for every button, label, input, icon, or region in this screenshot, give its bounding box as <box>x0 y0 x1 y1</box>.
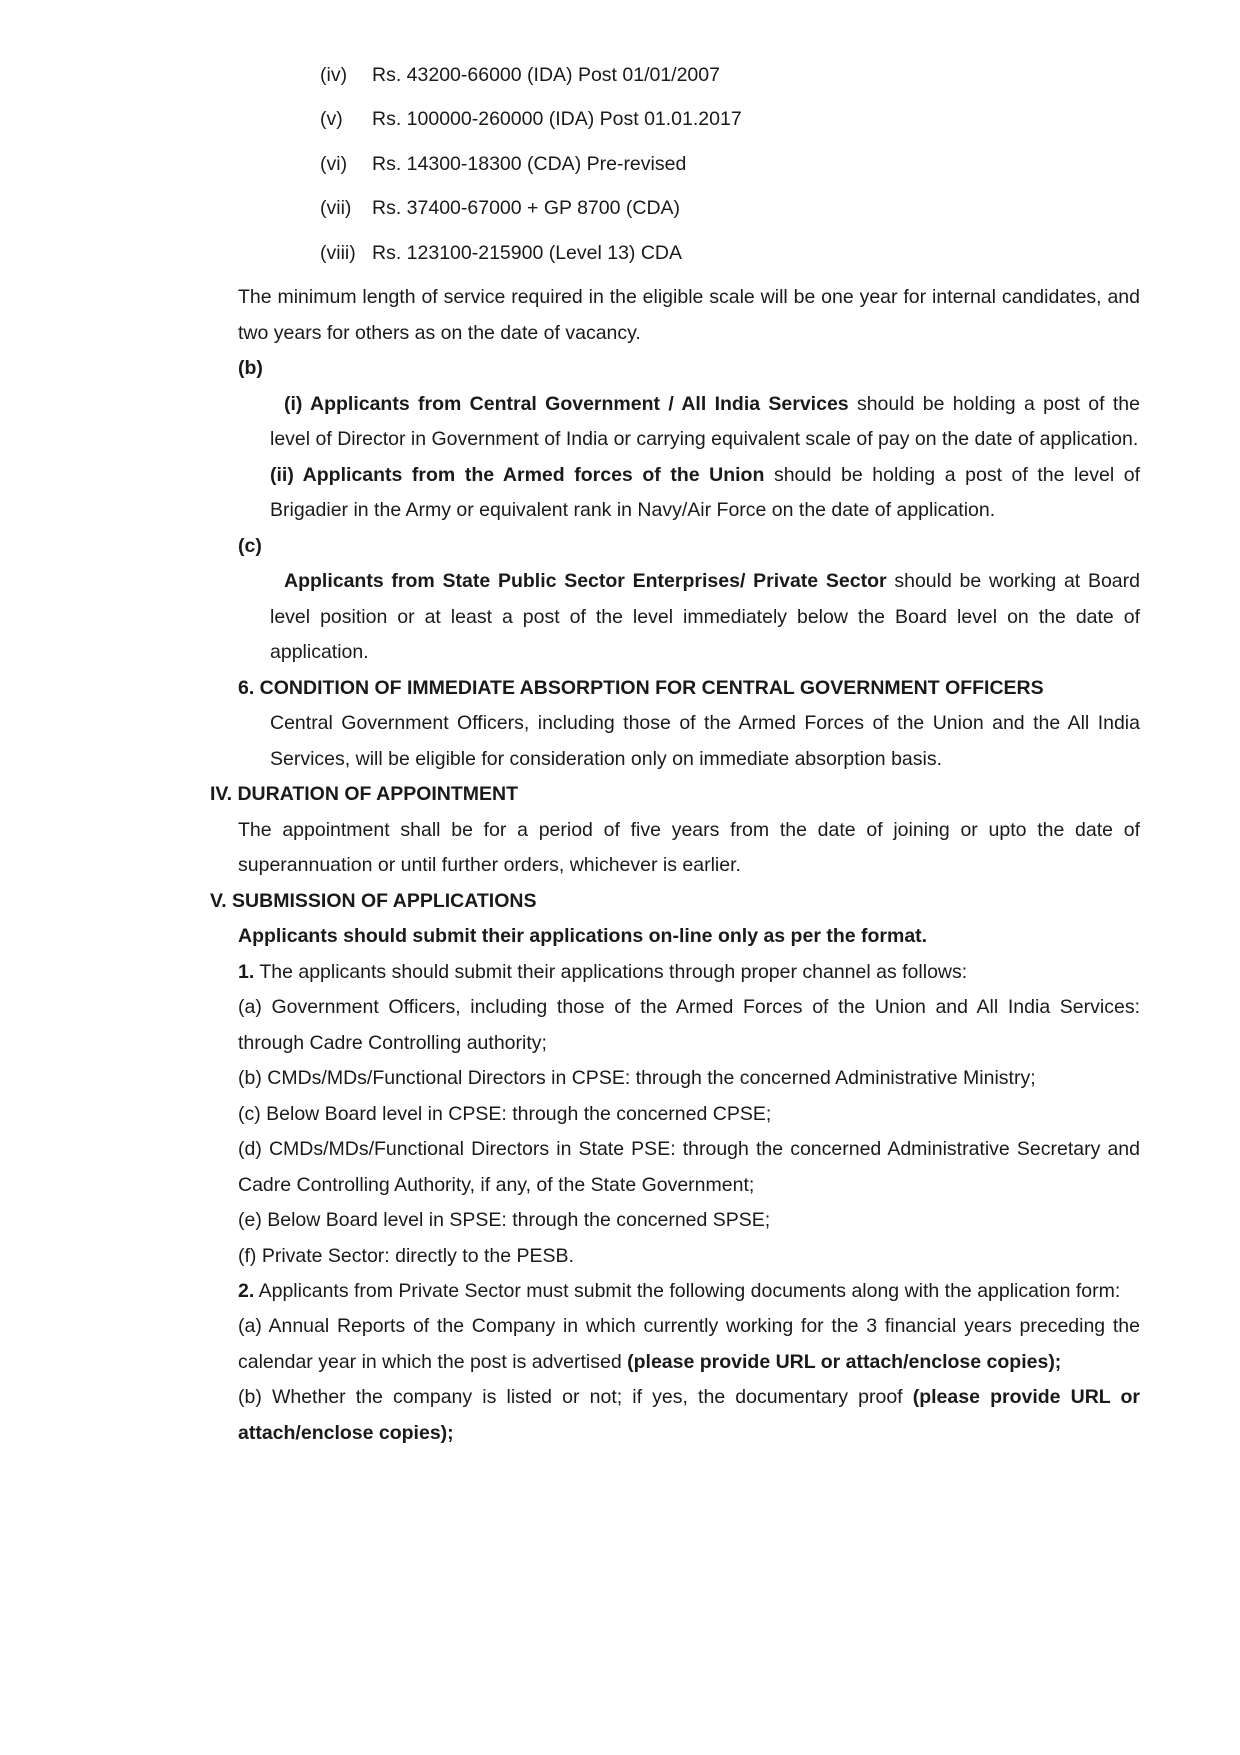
section-6-heading: 6. CONDITION OF IMMEDIATE ABSORPTION FOR CENTRAL GOVERNMENT OFFICERS <box>238 676 1044 699</box>
section-6-body: Central Government Officers, including those of the Armed Forces of the Union and the All India Services, will be eligible for consideration only on immediate absorption basis. <box>270 712 1140 770</box>
list-item-label: Rs. 14300-18300 (CDA) Pre-revised <box>372 152 687 175</box>
list-item-label: Rs. 43200-66000 (IDA) Post 01/01/2007 <box>372 64 720 86</box>
channel-item-c: (c) Below Board level in CPSE: through the concerned CPSE; <box>238 1102 772 1125</box>
channel-item-e: (e) Below Board level in SPSE: through the concerned SPSE; <box>238 1209 771 1232</box>
clause-b-ii-rest: should be holding a post of the level of Brigadier in the Army or equivalent rank in Navy/Air Force on the date of application. <box>270 463 1140 522</box>
channel-item-b: (b) CMDs/MDs/Functional Directors in CPSE: through the concerned Administrative Ministry; <box>238 1067 1036 1090</box>
section-v-bold-note: Applicants should submit their applications on-line only as per the format. <box>238 925 928 948</box>
list-item <box>320 147 1140 182</box>
section-iv-heading: IV. DURATION OF APPOINTMENT <box>210 783 519 806</box>
clause-c-rest: should be working at Board level position or at least a post of the level immediately below the Board level on the date of application. <box>270 570 1140 664</box>
clause-c-body <box>270 564 1140 670</box>
list-item-label: Rs. 123100-215900 (Level 13) CDA <box>372 241 683 264</box>
clause-b-ii <box>270 458 1140 529</box>
clause-b-ii-bold: (ii) Applicants from the Armed forces of the Union <box>270 463 765 486</box>
list-item <box>320 102 1140 137</box>
clause-b-label: (b) <box>238 357 263 380</box>
minimum-service-note: The minimum length of service required in the eligible scale will be one year for internal candidates, and two years for others as on the date of vacancy. <box>238 286 1140 344</box>
item-2 <box>238 1274 1140 1309</box>
document-requirement-b-bold: (please provide URL or attach/enclose copies); <box>238 1386 1140 1444</box>
item-1-number: 1. <box>238 960 255 983</box>
clause-b-i <box>270 387 1140 458</box>
section-iv-body: The appointment shall be for a period of five years from the date of joining or upto the date of superannuation or until further orders, whichever is earlier. <box>238 818 1140 877</box>
list-item-label: Rs. 37400-67000 + GP 8700 (CDA) <box>372 197 681 220</box>
list-item-marker: (vi) <box>320 152 348 175</box>
list-item-label: Rs. 100000-260000 (IDA) Post 01.01.2017 <box>372 108 742 131</box>
document-requirement-a-bold: (please provide URL or attach/enclose copies); <box>627 1350 1062 1373</box>
item-2-text: Applicants from Private Sector must submit the following documents along with the application form: <box>254 1279 1121 1302</box>
item-1-text: The applicants should submit their applications through proper channel as follows: <box>254 960 968 983</box>
document-requirement-a-plain: (a) Annual Reports of the Company in which currently working for the 3 financial years preceding the calendar year in which the post is advertised <box>238 1315 1140 1373</box>
list-item <box>320 191 1140 226</box>
list-item-marker: (viii) <box>320 241 356 264</box>
list-item-marker: (vii) <box>320 197 352 220</box>
document-requirement-a <box>238 1309 1140 1380</box>
list-item-marker: (v) <box>320 108 343 131</box>
list-item <box>320 58 1140 93</box>
section-v-heading: V. SUBMISSION OF APPLICATIONS <box>210 889 537 912</box>
clause-b-i-bold: (i) Applicants from Central Government / All India Services <box>284 392 849 415</box>
list-item <box>320 236 1140 271</box>
clause-c-bold: Applicants from State Public Sector Enterprises/ Private Sector <box>284 570 887 593</box>
item-2-number: 2. <box>238 1279 255 1302</box>
document-requirement-b-plain: (b) Whether the company is listed or not; if yes, the documentary proof <box>238 1386 913 1409</box>
item-1 <box>238 955 1140 990</box>
document-requirement-b <box>238 1380 1140 1451</box>
list-item-marker: (iv) <box>320 64 348 86</box>
clause-c-label: (c) <box>238 534 262 557</box>
channel-item-f: (f) Private Sector: directly to the PESB. <box>238 1244 574 1267</box>
clause-b-i-rest: should be holding a post of the level of Director in Government of India or carrying equivalent scale of pay on the date of application. <box>270 392 1140 451</box>
document-body <box>100 58 1140 1451</box>
channel-item-a: (a) Government Officers, including those of the Armed Forces of the Union and All India Services: through Cadre Controlling authority; <box>238 996 1140 1054</box>
channel-item-d: (d) CMDs/MDs/Functional Directors in State PSE: through the concerned Administrative Secretary and Cadre Controlling Authority, if any, of the State Government; <box>238 1138 1140 1196</box>
